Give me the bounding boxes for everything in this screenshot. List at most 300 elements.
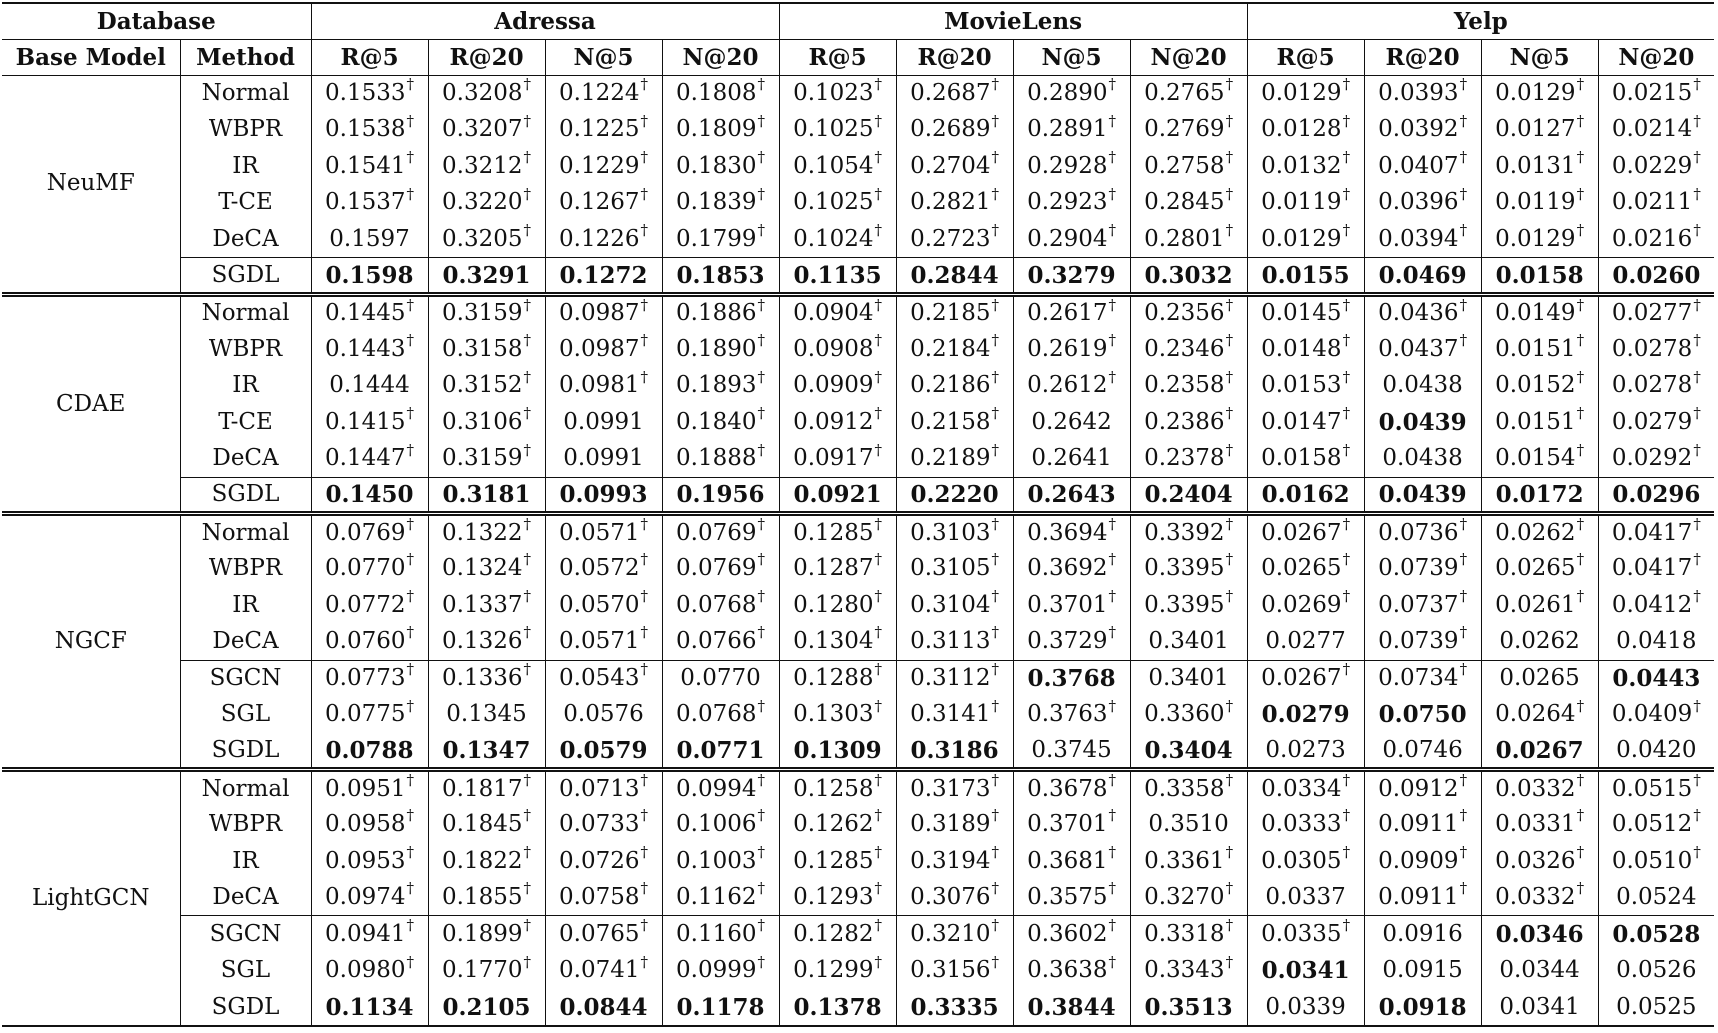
metric-cell (311, 550, 428, 587)
metric-cell (1013, 185, 1130, 222)
metric-cell (1247, 879, 1364, 916)
metric-cell (311, 953, 428, 990)
significance-dagger: † (1576, 771, 1585, 790)
metric-value: 0.0412 (1611, 591, 1693, 618)
metric-value: 0.1280 (793, 591, 874, 618)
metric-value: 0.0571 (559, 519, 640, 546)
metric-header: N@5 (1481, 39, 1598, 75)
metric-cell (1481, 953, 1598, 990)
method-cell: IR (180, 843, 311, 880)
base-model-cell: NGCF (2, 514, 180, 770)
metric-value: 0.0296 (1612, 480, 1701, 508)
metric-cell (1481, 148, 1598, 185)
metric-cell (1364, 112, 1481, 149)
metric-cell (779, 843, 896, 880)
metric-cell (1013, 843, 1130, 880)
significance-dagger: † (1576, 367, 1585, 386)
significance-dagger: † (874, 295, 883, 314)
metric-value: 0.1229 (559, 152, 640, 179)
metric-cell (779, 953, 896, 990)
metric-cell (1247, 660, 1364, 697)
significance-dagger: † (874, 184, 883, 203)
metric-value: 0.0265 (1261, 555, 1342, 582)
significance-dagger: † (1108, 771, 1117, 790)
metric-cell (1481, 660, 1598, 697)
metric-value: 0.0279 (1611, 408, 1693, 435)
metric-cell (1130, 697, 1247, 734)
metric-value: 0.3401 (1148, 665, 1229, 692)
metric-cell (1247, 697, 1364, 734)
metric-cell (428, 331, 545, 368)
significance-dagger: † (640, 75, 648, 94)
metric-value: 0.0766 (676, 627, 757, 654)
metric-cell (662, 441, 779, 478)
significance-dagger: † (1342, 184, 1351, 203)
significance-dagger: † (640, 184, 648, 203)
metric-cell (1598, 660, 1714, 697)
significance-dagger: † (874, 587, 883, 605)
significance-dagger: † (406, 623, 414, 642)
significance-dagger: † (1342, 806, 1351, 825)
metric-value: 0.1272 (559, 261, 648, 289)
metric-cell (1481, 112, 1598, 149)
significance-dagger: † (1459, 295, 1468, 314)
significance-dagger: † (1225, 331, 1234, 350)
metric-cell (1598, 112, 1714, 149)
significance-dagger: † (1108, 623, 1117, 642)
metric-cell (1481, 879, 1598, 916)
metric-cell (779, 258, 896, 295)
metric-value: 0.2184 (910, 335, 991, 362)
metric-value: 0.2723 (910, 225, 991, 252)
significance-dagger: † (1576, 221, 1585, 240)
metric-value: 0.1447 (325, 445, 406, 472)
dataset-yelp: Yelp (1453, 7, 1508, 35)
metric-cell (779, 112, 896, 149)
significance-dagger: † (640, 623, 648, 642)
significance-dagger: † (1342, 440, 1351, 459)
significance-dagger: † (640, 952, 648, 971)
metric-value: 0.0739 (1378, 555, 1459, 582)
metric-value: 0.3395 (1144, 555, 1225, 582)
metric-cell (779, 806, 896, 843)
metric-cell (428, 221, 545, 258)
metric-cell (428, 916, 545, 953)
metric-value: 0.0132 (1261, 152, 1342, 179)
metric-value: 0.0335 (1261, 920, 1342, 947)
significance-dagger: † (757, 696, 766, 715)
metric-value: 0.0526 (1616, 957, 1697, 984)
metric-cell (779, 623, 896, 660)
metric-cell (1364, 660, 1481, 697)
metric-value: 0.0904 (793, 300, 874, 327)
significance-dagger: † (1693, 842, 1701, 861)
metric-value: 0.0771 (676, 736, 765, 764)
metric-value: 0.0267 (1495, 736, 1584, 764)
metric-value: 0.0265 (1495, 555, 1576, 582)
method-cell: Normal (180, 514, 311, 551)
significance-dagger: † (406, 111, 414, 130)
metric-cell (545, 587, 662, 624)
metric-value: 0.0149 (1495, 300, 1576, 327)
metric-cell (1247, 185, 1364, 222)
metric-value: 0.0512 (1611, 811, 1693, 838)
metric-value: 0.3032 (1144, 261, 1233, 289)
metric-value: 0.3212 (442, 152, 523, 179)
metric-cell (428, 550, 545, 587)
significance-dagger: † (1225, 696, 1234, 715)
metric-header: R@20 (896, 39, 1013, 75)
significance-dagger: † (1576, 550, 1585, 569)
metric-value: 0.3181 (442, 480, 531, 508)
metric-value: 0.2821 (910, 189, 991, 216)
metric-cell (662, 770, 779, 807)
metric-value: 0.0775 (325, 701, 406, 728)
metric-header: N@20 (1130, 39, 1247, 75)
metric-value: 0.1839 (676, 189, 757, 216)
metric-cell (1598, 770, 1714, 807)
metric-value: 0.1533 (325, 80, 406, 107)
significance-dagger: † (1459, 184, 1468, 203)
metric-cell (1130, 148, 1247, 185)
significance-dagger: † (640, 331, 648, 350)
method-cell: IR (180, 587, 311, 624)
metric-cell (1247, 550, 1364, 587)
significance-dagger: † (1576, 75, 1585, 94)
metric-cell (896, 258, 1013, 295)
significance-dagger: † (1693, 367, 1701, 386)
metric-cell (1130, 733, 1247, 770)
metric-cell (1598, 550, 1714, 587)
metric-value: 0.3513 (1144, 993, 1233, 1021)
metric-cell (1013, 879, 1130, 916)
metric-value: 0.0261 (1495, 591, 1576, 618)
metric-cell (662, 806, 779, 843)
metric-value: 0.1258 (793, 775, 874, 802)
significance-dagger: † (991, 879, 1000, 898)
significance-dagger: † (406, 952, 414, 971)
metric-value: 0.3404 (1144, 736, 1233, 764)
metric-cell (1013, 587, 1130, 624)
metric-cell (545, 623, 662, 660)
significance-dagger: † (1459, 879, 1468, 898)
metric-value: 0.0153 (1261, 372, 1342, 399)
method-cell: Normal (180, 294, 311, 331)
table-row (2, 112, 1714, 149)
metric-value: 0.0987 (559, 335, 640, 362)
metric-value: 0.3186 (910, 736, 999, 764)
metric-cell (1481, 587, 1598, 624)
metric-value: 0.1003 (676, 847, 757, 874)
significance-dagger: † (991, 806, 1000, 825)
metric-cell (1247, 368, 1364, 405)
metric-cell (1364, 331, 1481, 368)
metric-value: 0.0127 (1495, 116, 1576, 143)
metric-value: 0.0909 (793, 372, 874, 399)
metric-cell (1598, 258, 1714, 295)
metric-cell (1481, 770, 1598, 807)
metric-value: 0.3510 (1148, 811, 1229, 838)
metric-value: 0.0953 (325, 847, 406, 874)
metric-cell (896, 587, 1013, 624)
metric-cell (896, 477, 1013, 514)
metric-value: 0.0993 (559, 480, 648, 508)
metric-cell (1247, 806, 1364, 843)
significance-dagger: † (991, 295, 1000, 314)
significance-dagger: † (1225, 184, 1234, 203)
significance-dagger: † (406, 404, 414, 423)
significance-dagger: † (1225, 916, 1234, 935)
metric-cell (545, 477, 662, 514)
metric-value: 0.2186 (910, 372, 991, 399)
metric-value: 0.0151 (1495, 408, 1576, 435)
base-model-cell: CDAE (2, 294, 180, 513)
metric-value: 0.0469 (1378, 261, 1467, 289)
significance-dagger: † (874, 952, 883, 971)
metric-cell (1364, 368, 1481, 405)
metric-cell (662, 514, 779, 551)
metric-cell (1247, 843, 1364, 880)
significance-dagger: † (1225, 952, 1234, 971)
metric-cell (545, 770, 662, 807)
significance-dagger: † (1693, 404, 1701, 423)
method-cell: IR (180, 368, 311, 405)
metric-header: N@20 (662, 39, 779, 75)
significance-dagger: † (874, 367, 883, 386)
significance-dagger: † (523, 916, 531, 935)
metric-value: 0.2158 (910, 408, 991, 435)
metric-cell (1481, 294, 1598, 331)
significance-dagger: † (406, 184, 414, 203)
metric-header: R@20 (1364, 39, 1481, 75)
significance-dagger: † (757, 842, 766, 861)
significance-dagger: † (406, 75, 414, 94)
metric-cell (1364, 770, 1481, 807)
metric-value: 0.0439 (1378, 480, 1467, 508)
metric-cell (1481, 623, 1598, 660)
metric-header: R@5 (311, 39, 428, 75)
significance-dagger: † (523, 771, 531, 790)
significance-dagger: † (406, 660, 414, 679)
significance-dagger: † (991, 842, 1000, 861)
metric-value: 0.1309 (793, 736, 882, 764)
metric-value: 0.1135 (793, 261, 882, 289)
metric-value: 0.1262 (793, 811, 874, 838)
metric-value: 0.1288 (793, 665, 874, 692)
metric-value: 0.0417 (1611, 519, 1693, 546)
metric-cell (428, 770, 545, 807)
metric-value: 0.3358 (1144, 775, 1225, 802)
significance-dagger: † (523, 550, 531, 569)
significance-dagger: † (1108, 367, 1117, 386)
metric-header: N@20 (1618, 43, 1695, 71)
metric-cell (662, 879, 779, 916)
metric-value: 0.1886 (676, 300, 757, 327)
metric-cell (1481, 697, 1598, 734)
significance-dagger: † (640, 515, 648, 534)
metric-cell (428, 989, 545, 1026)
metric-value: 0.0154 (1495, 445, 1576, 472)
significance-dagger: † (523, 148, 531, 167)
metric-cell (896, 75, 1013, 112)
metric-value: 0.2643 (1027, 480, 1116, 508)
metric-value: 0.0158 (1261, 445, 1342, 472)
method-cell: SGL (180, 697, 311, 734)
metric-cell (1130, 916, 1247, 953)
metric-cell (1598, 368, 1714, 405)
significance-dagger: † (991, 952, 1000, 971)
metric-value: 0.3156 (910, 957, 991, 984)
metric-cell (662, 587, 779, 624)
metric-value: 0.0332 (1495, 883, 1576, 910)
metric-value: 0.0417 (1611, 555, 1693, 582)
metric-value: 0.1855 (442, 883, 523, 910)
metric-value: 0.0974 (325, 883, 406, 910)
metric-value: 0.0439 (1378, 408, 1467, 436)
significance-dagger: † (406, 295, 414, 314)
metric-cell (1130, 294, 1247, 331)
metric-value: 0.0158 (1495, 261, 1584, 289)
significance-dagger: † (406, 440, 414, 459)
metric-cell (1364, 916, 1481, 953)
metric-value: 0.0991 (563, 408, 644, 435)
significance-dagger: † (1459, 660, 1468, 679)
significance-dagger: † (1342, 842, 1351, 861)
metric-value: 0.1808 (676, 80, 757, 107)
table-row (2, 258, 1714, 295)
metric-cell (311, 75, 428, 112)
metric-cell (1130, 75, 1247, 112)
metric-value: 0.3678 (1027, 775, 1108, 802)
significance-dagger: † (406, 148, 414, 167)
metric-value: 0.2641 (1031, 445, 1112, 472)
metric-cell (1247, 733, 1364, 770)
method-cell: Normal (180, 770, 311, 807)
metric-cell (545, 697, 662, 734)
metric-header: R@5 (1247, 39, 1364, 75)
metric-value: 0.2642 (1031, 408, 1112, 435)
metric-cell (428, 441, 545, 478)
metric-value: 0.1006 (676, 811, 757, 838)
metric-cell (896, 989, 1013, 1026)
metric-value: 0.1890 (676, 335, 757, 362)
metric-value: 0.3291 (442, 261, 531, 289)
significance-dagger: † (1342, 771, 1351, 790)
metric-value: 0.3210 (910, 920, 991, 947)
metric-cell (1364, 477, 1481, 514)
metric-cell (1013, 953, 1130, 990)
metric-cell (1013, 368, 1130, 405)
metric-value: 0.0341 (1499, 993, 1580, 1020)
metric-value: 0.0214 (1611, 116, 1693, 143)
metric-cell (1247, 953, 1364, 990)
table-row (2, 587, 1714, 624)
significance-dagger: † (523, 331, 531, 350)
metric-value: 0.0438 (1382, 372, 1463, 399)
metric-cell (662, 623, 779, 660)
metric-cell (1481, 989, 1598, 1026)
significance-dagger: † (640, 771, 648, 790)
metric-cell (779, 368, 896, 405)
significance-dagger: † (874, 771, 883, 790)
metric-cell (545, 879, 662, 916)
metric-value: 0.0278 (1611, 335, 1693, 362)
metric-cell (779, 879, 896, 916)
metric-value: 0.2619 (1027, 335, 1108, 362)
metric-cell (1364, 733, 1481, 770)
metric-value: 0.0334 (1261, 775, 1342, 802)
metric-cell (1130, 806, 1247, 843)
metric-value: 0.0129 (1261, 80, 1342, 107)
metric-value: 0.1888 (676, 445, 757, 472)
metric-value: 0.3159 (442, 300, 523, 327)
results-table (2, 2, 1714, 1027)
metric-cell (1364, 185, 1481, 222)
metric-value: 0.0912 (793, 408, 874, 435)
metric-value: 0.0292 (1611, 445, 1693, 472)
metric-value: 0.1443 (325, 335, 406, 362)
metric-cell (779, 770, 896, 807)
method-cell: DeCA (180, 879, 311, 916)
metric-cell (1598, 879, 1714, 916)
table-row (2, 75, 1714, 112)
table-row (2, 733, 1714, 770)
table-row (2, 770, 1714, 807)
metric-cell (545, 404, 662, 441)
significance-dagger: † (1342, 75, 1351, 94)
metric-value: 0.2844 (910, 261, 999, 289)
metric-value: 0.0344 (1499, 957, 1580, 984)
significance-dagger: † (874, 842, 883, 861)
metric-cell (1130, 221, 1247, 258)
metric-value: 0.0172 (1495, 480, 1584, 508)
metric-value: 0.0741 (559, 957, 640, 984)
metric-cell (1247, 331, 1364, 368)
metric-value: 0.1287 (793, 555, 874, 582)
metric-cell (896, 112, 1013, 149)
metric-value: 0.0911 (1378, 811, 1459, 838)
metric-cell (428, 806, 545, 843)
metric-value: 0.3105 (910, 555, 991, 582)
method-cell: WBPR (180, 550, 311, 587)
metric-cell (1013, 404, 1130, 441)
metric-value: 0.2687 (910, 80, 991, 107)
significance-dagger: † (1576, 587, 1585, 605)
significance-dagger: † (991, 771, 1000, 790)
significance-dagger: † (640, 550, 648, 569)
table-row (2, 843, 1714, 880)
metric-cell (428, 258, 545, 295)
metric-cell (896, 623, 1013, 660)
metric-cell (311, 770, 428, 807)
significance-dagger: † (1108, 916, 1117, 935)
significance-dagger: † (874, 515, 883, 534)
metric-value: 0.0750 (1378, 701, 1467, 729)
metric-cell (1364, 697, 1481, 734)
metric-cell (1013, 294, 1130, 331)
metric-cell (1247, 587, 1364, 624)
metric-value: 0.0131 (1495, 152, 1576, 179)
metric-cell (662, 148, 779, 185)
metric-cell (1247, 112, 1364, 149)
metric-value: 0.2356 (1144, 300, 1225, 327)
metric-value: 0.1347 (442, 736, 531, 764)
table-row (2, 806, 1714, 843)
significance-dagger: † (874, 806, 883, 825)
metric-value: 0.1267 (559, 189, 640, 216)
metric-cell (1481, 368, 1598, 405)
metric-cell (428, 112, 545, 149)
